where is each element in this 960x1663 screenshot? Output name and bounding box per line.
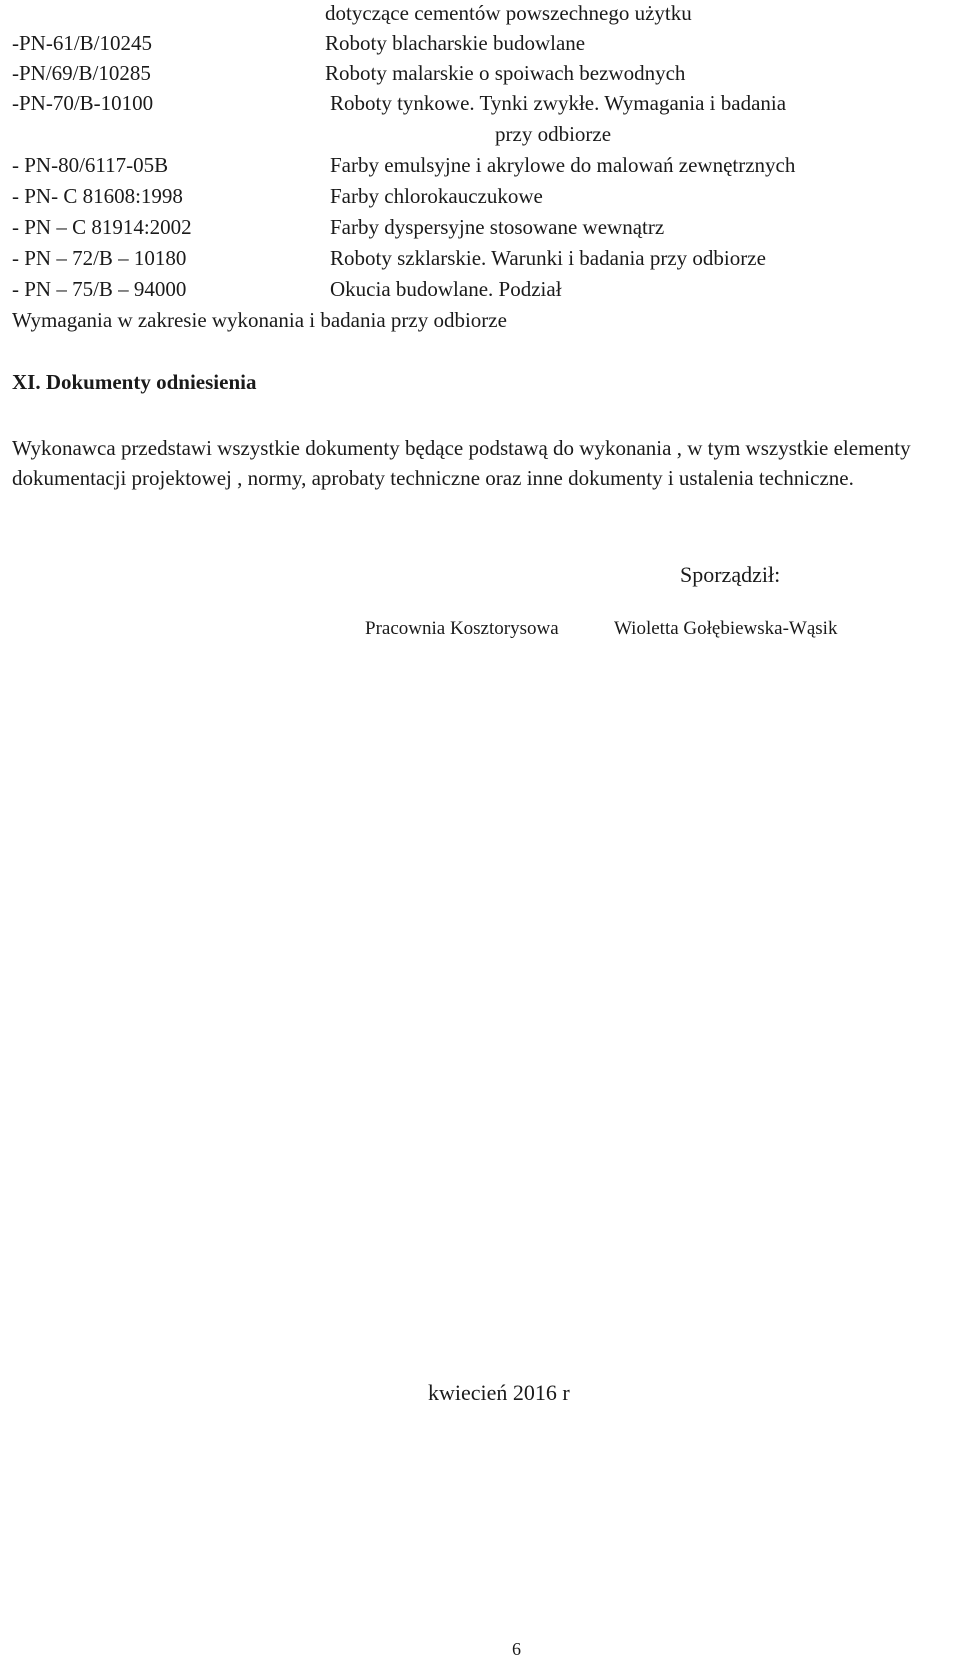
section-paragraph: Wykonawca przedstawi wszystkie dokumenty będące podstawą do wykonania , w tym wszystkie elementy dokumentacji projektowej , normy, aprobaty techniczne oraz inne dokumenty i ustalenia techniczne. bbox=[12, 436, 911, 490]
continued-line: dotyczące cementów powszechnego użytku bbox=[325, 1, 692, 25]
standard-description: Roboty tynkowe. Tynki zwykłe. Wymagania i badania bbox=[330, 91, 787, 115]
section-heading: XI. Dokumenty odniesienia bbox=[12, 370, 257, 394]
document-date: kwiecień 2016 r bbox=[428, 1380, 570, 1405]
standard-code: - PN – 72/B – 10180 bbox=[12, 246, 187, 270]
standard-code: - PN – 75/B – 94000 bbox=[12, 277, 187, 301]
signature-person: Wioletta Gołębiewska-Wąsik bbox=[614, 618, 838, 639]
standard-description: Roboty szklarskie. Warunki i badania przy odbiorze bbox=[330, 246, 766, 270]
standard-code: - PN – C 81914:2002 bbox=[12, 215, 192, 239]
standard-description: Okucia budowlane. Podział bbox=[330, 277, 562, 301]
standard-code: -PN-70/B-10100 bbox=[12, 91, 154, 115]
standard-code: -PN/69/B/10285 bbox=[12, 61, 151, 85]
signature-company: Pracownia Kosztorysowa bbox=[365, 618, 559, 639]
standard-description: Farby dyspersyjne stosowane wewnątrz bbox=[330, 215, 665, 239]
standard-code: -PN-61/B/10245 bbox=[12, 31, 153, 55]
standards-tail-line: Wymagania w zakresie wykonania i badania przy odbiorze bbox=[12, 308, 507, 332]
standard-description-continued: przy odbiorze bbox=[495, 122, 612, 146]
standard-code: - PN- C 81608:1998 bbox=[12, 184, 183, 208]
standard-description: Farby chlorokauczukowe bbox=[330, 184, 543, 208]
standard-description: Roboty blacharskie budowlane bbox=[325, 31, 586, 55]
standard-description: Roboty malarskie o spoiwach bezwodnych bbox=[325, 61, 686, 85]
page-number: 6 bbox=[512, 1639, 521, 1659]
standard-description: Farby emulsyjne i akrylowe do malowań zewnętrznych bbox=[330, 153, 796, 177]
signature-label: Sporządził: bbox=[680, 562, 781, 587]
standard-code: - PN-80/6117-05B bbox=[12, 153, 169, 177]
